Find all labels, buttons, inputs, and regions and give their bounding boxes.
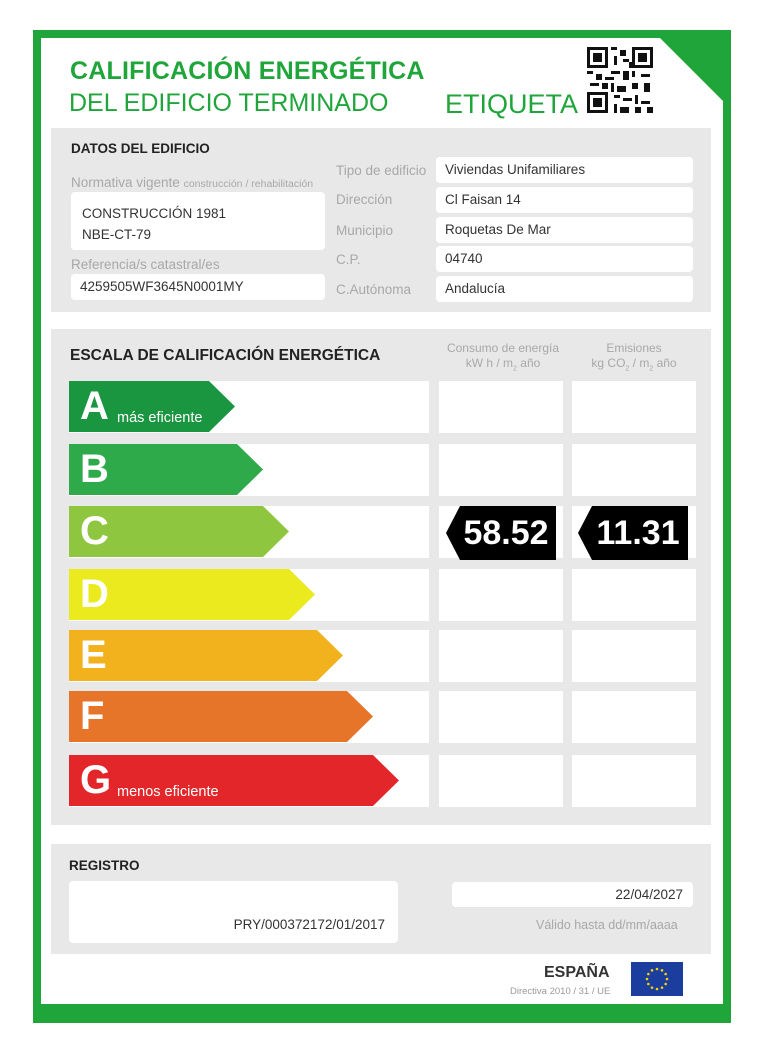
building-section-title: DATOS DEL EDIFICIO xyxy=(71,141,210,156)
consumo-value: 58.52 xyxy=(463,514,549,552)
title-line1: CALIFICACIÓN ENERGÉTICA xyxy=(70,57,425,85)
scale-section-title: ESCALA DE CALIFICACIÓN ENERGÉTICA xyxy=(70,347,381,364)
class-sublabel-g: menos eficiente xyxy=(117,784,219,800)
field-label-direccion: Dirección xyxy=(336,192,393,207)
registro-number-box xyxy=(69,881,398,943)
field-label-tipo: Tipo de edificio xyxy=(336,163,427,178)
class-letter-g: G xyxy=(80,758,112,802)
field-label-municipio: Municipio xyxy=(336,223,394,238)
field-label-cp: C.P. xyxy=(336,252,361,267)
emisiones-cell-f xyxy=(572,691,696,743)
normativa-label: Normativa vigente construcción / rehabilitación xyxy=(71,175,314,190)
consumo-cell-f xyxy=(439,691,563,743)
normativa-box xyxy=(71,192,325,250)
normativa-line2: NBE-CT-79 xyxy=(82,227,152,242)
valid-label: Válido hasta dd/mm/aaaa xyxy=(536,918,678,932)
emisiones-cell-g xyxy=(572,755,696,807)
eu-flag-icon xyxy=(631,962,683,996)
emisiones-cell-a xyxy=(572,381,696,433)
registro-section-title: REGISTRO xyxy=(69,858,140,873)
class-letter-a: A xyxy=(80,384,109,428)
class-letter-f: F xyxy=(80,694,105,738)
field-value-cp: 04740 xyxy=(436,246,693,272)
class-letter-c: C xyxy=(80,509,109,553)
consumo-cell-g xyxy=(439,755,563,807)
class-letter-d: D xyxy=(80,572,109,616)
class-letter-e: E xyxy=(80,633,107,677)
field-label-autonoma: C.Autónoma xyxy=(336,282,412,297)
emisiones-cell-e xyxy=(572,630,696,682)
consumo-cell-a xyxy=(439,381,563,433)
class-letter-b: B xyxy=(80,447,109,491)
country-name: ESPAÑA xyxy=(544,964,610,981)
emisiones-value: 11.31 xyxy=(596,514,680,552)
field-value-municipio: Roquetas De Mar xyxy=(436,217,693,243)
consumo-cell-e xyxy=(439,630,563,682)
consumo-cell-b xyxy=(439,444,563,496)
label-type: ETIQUETA xyxy=(445,89,579,119)
class-sublabel-a: más eficiente xyxy=(117,410,203,426)
title-line2: DEL EDIFICIO TERMINADO xyxy=(69,89,389,117)
class-arrow-f xyxy=(69,691,373,742)
emisiones-cell-b xyxy=(572,444,696,496)
class-arrow-e xyxy=(69,630,343,681)
col-header-emisiones: Emisiones kg $CO_2 / m_2$ año xyxy=(591,341,677,373)
field-value-tipo: Viviendas Unifamiliares xyxy=(436,157,693,183)
catastral-value: 4259505WF3645N0001MY xyxy=(71,274,325,300)
field-value-autonoma: Andalucía xyxy=(436,276,693,302)
qr-code-icon xyxy=(587,47,653,113)
normativa-line1: CONSTRUCCIÓN 1981 xyxy=(82,206,227,221)
directive-text: Directiva 2010 / 31 / UE xyxy=(510,986,611,997)
registro-number: PRY/000372172/01/2017 xyxy=(233,917,385,932)
catastral-label: Referencia/s catastral/es xyxy=(71,257,220,272)
field-value-direccion: Cl Faisan 14 xyxy=(436,187,693,213)
corner-triangle xyxy=(658,36,728,106)
consumo-cell-d xyxy=(439,569,563,621)
col-header-consumo: Consumo de energía kW h / $m_2$ año xyxy=(446,341,560,373)
emisiones-cell-d xyxy=(572,569,696,621)
valid-date: 22/04/2027 xyxy=(452,882,693,907)
